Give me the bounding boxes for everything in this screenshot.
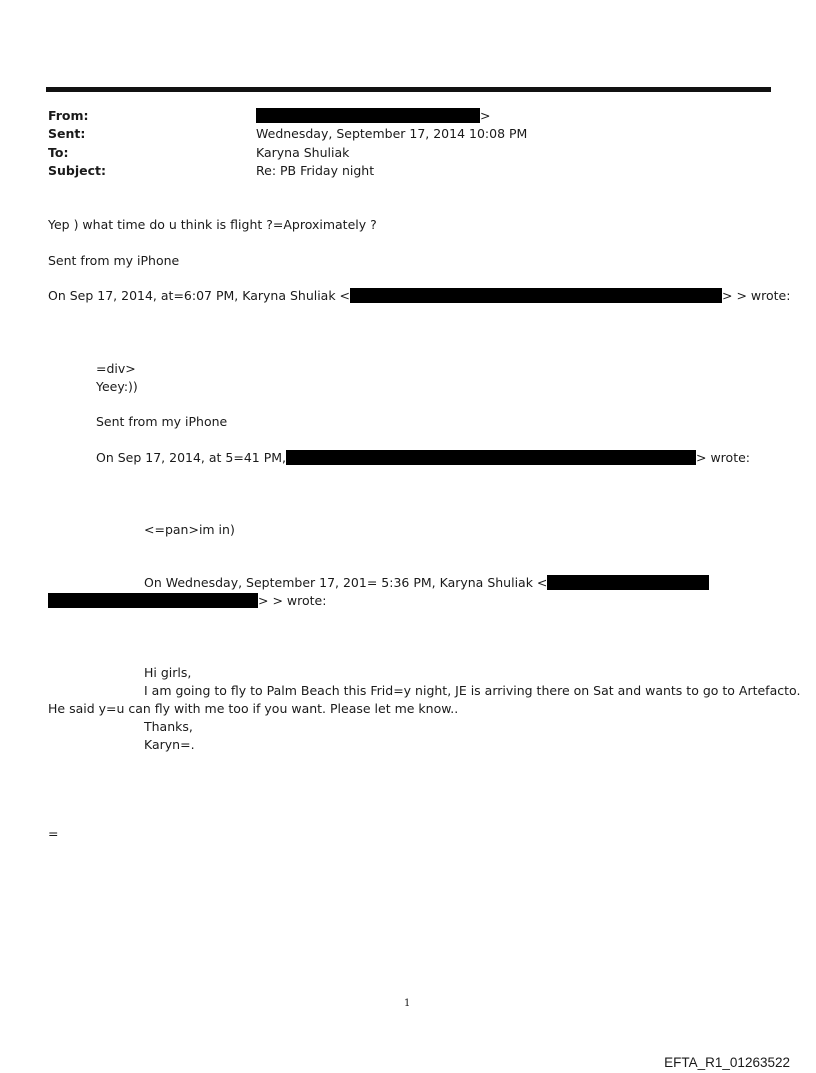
redaction-box	[547, 575, 709, 590]
quote-header-2	[96, 450, 750, 466]
redaction-box	[48, 593, 258, 608]
quote-header-1-prefix: On Sep 17, 2014, at=6:07 PM, Karyna Shuliak <	[48, 288, 351, 303]
quote-header-3-suffix: > > wrote:	[258, 593, 327, 608]
greeting-text: Hi girls,	[144, 665, 192, 680]
page-number: 1	[404, 998, 411, 1009]
to-label: To:	[48, 145, 69, 160]
yeey-text: Yeey:))	[96, 379, 138, 394]
message-line-2: He said y=u can fly with me too if you want. Please let me know..	[48, 701, 459, 716]
subject-label: Subject:	[48, 163, 106, 178]
quote-header-3-prefix: On Wednesday, September 17, 201= 5:36 PM, Karyna Shuliak <	[144, 575, 548, 590]
subject-value: Re: PB Friday night	[256, 163, 375, 178]
redaction-box	[286, 450, 696, 465]
document-id: EFTA_R1_01263522	[664, 1055, 790, 1070]
from-suffix: >	[480, 108, 491, 123]
sent-from-iphone-2: Sent from my iPhone	[96, 414, 228, 429]
header-rule	[46, 87, 771, 92]
quote-header-1	[48, 288, 790, 304]
to-value: Karyna Shuliak	[256, 145, 350, 160]
quote-header-3-cont	[48, 593, 326, 609]
sent-value: Wednesday, September 17, 2014 10:08 PM	[256, 126, 528, 141]
from-value	[256, 108, 490, 124]
message-line-1: I am going to fly to Palm Beach this Frid=y night, JE is arriving there on Sat and wants to go to Artefacto.	[144, 683, 801, 698]
trailing-equals: =	[48, 826, 59, 841]
sent-from-iphone: Sent from my iPhone	[48, 253, 180, 268]
thanks-text: Thanks,	[144, 719, 193, 734]
from-label: From:	[48, 108, 89, 123]
quote-header-2-prefix: On Sep 17, 2014, at 5=41 PM,	[96, 450, 287, 465]
signoff-text: Karyn=.	[144, 737, 195, 752]
redaction-box	[256, 108, 480, 123]
reply-line: Yep ) what time do u think is flight ?=Aproximately ?	[48, 217, 377, 232]
quote-header-1-suffix: > > wrote:	[722, 288, 791, 303]
im-in-text: <=pan>im in)	[144, 522, 235, 537]
sent-label: Sent:	[48, 126, 86, 141]
div-tag-text: =div>	[96, 361, 136, 376]
quote-header-2-suffix: > wrote:	[696, 450, 751, 465]
redaction-box	[350, 288, 722, 303]
quote-header-3	[144, 575, 709, 591]
